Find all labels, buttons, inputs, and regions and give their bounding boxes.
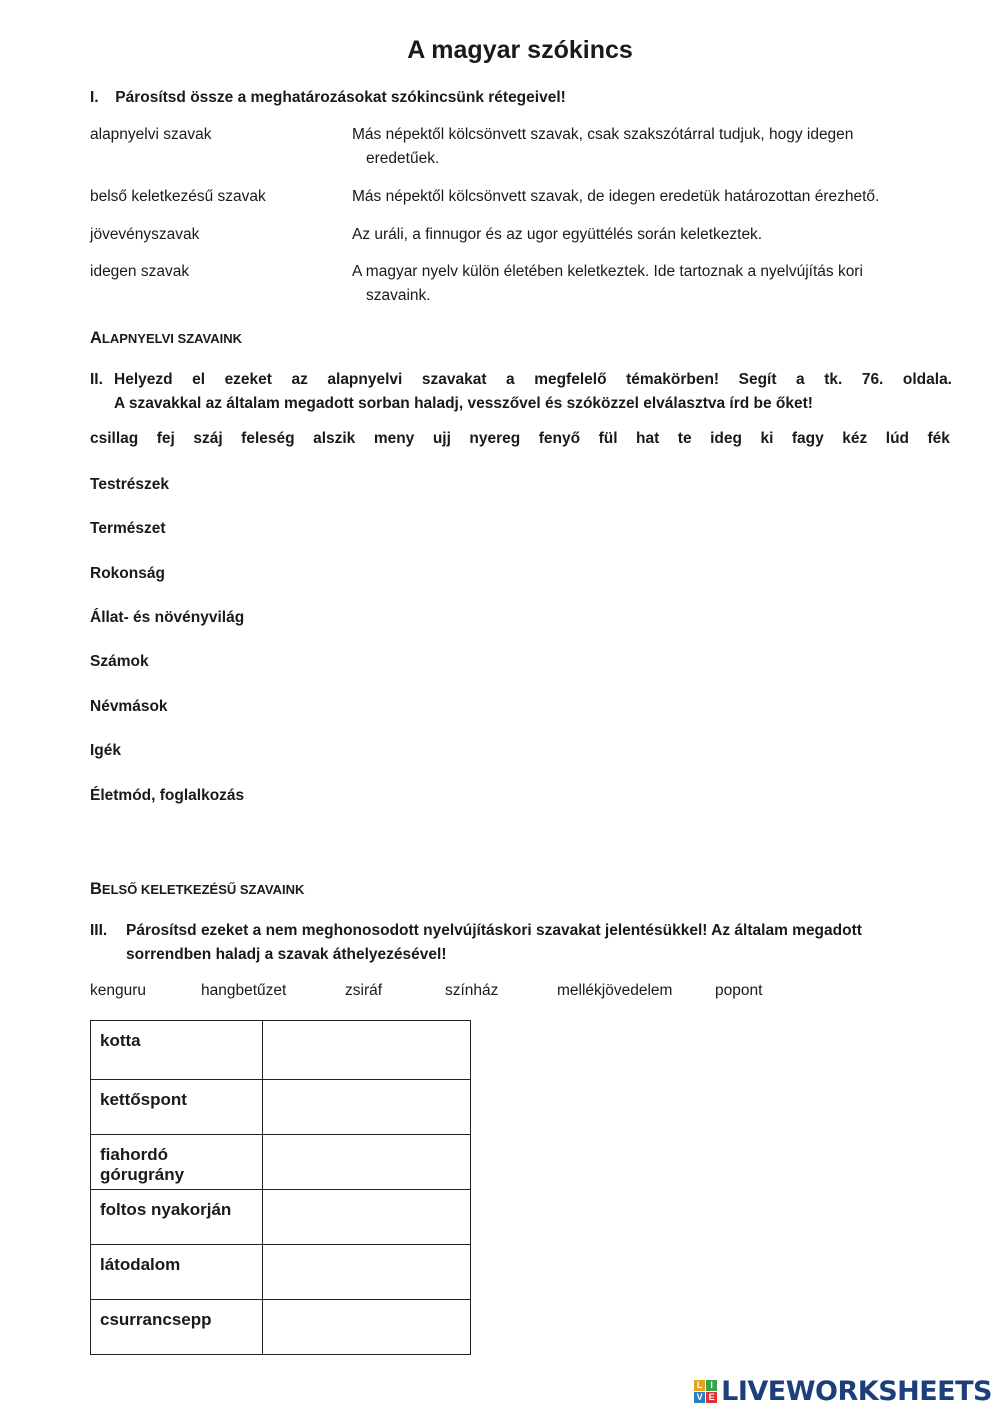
word-chip[interactable]: meny bbox=[373, 430, 415, 447]
category-label: Természet bbox=[90, 520, 166, 537]
page-title: A magyar szókincs bbox=[407, 36, 633, 64]
answer-cell[interactable] bbox=[263, 1021, 471, 1080]
word-bank bbox=[90, 430, 950, 448]
definition-line: Más népektől kölcsönvett szavak, csak szakszótárral tudjuk, hogy idegen bbox=[352, 126, 854, 143]
logo-letter: V bbox=[694, 1392, 705, 1403]
category-label: Igék bbox=[90, 742, 122, 759]
term-item[interactable]: belső keletkezésű szavak bbox=[90, 188, 266, 205]
drag-word[interactable]: kenguru bbox=[90, 982, 147, 999]
word-chip[interactable]: fagy bbox=[791, 430, 824, 447]
definition-line: Más népektől kölcsönvett szavak, de idegen eredetük határozottan érezhető. bbox=[352, 188, 880, 205]
word-chip[interactable]: ujj bbox=[432, 430, 451, 447]
table-row bbox=[91, 1135, 471, 1190]
word-chip[interactable]: lúd bbox=[885, 430, 910, 447]
word-chip[interactable]: csillag bbox=[90, 430, 139, 447]
category-label: Rokonság bbox=[90, 565, 165, 582]
word-chip[interactable]: fék bbox=[927, 430, 950, 447]
word-chip[interactable]: feleség bbox=[241, 430, 295, 447]
section-rest: LAPNYELVI SZAVAINK bbox=[101, 331, 243, 346]
word-chip[interactable]: fül bbox=[598, 430, 618, 447]
answer-cell[interactable] bbox=[263, 1300, 471, 1355]
term-item[interactable]: alapnyelvi szavak bbox=[90, 126, 212, 143]
drag-word[interactable]: mellékjövedelem bbox=[557, 982, 673, 999]
term-item[interactable]: jövevényszavak bbox=[90, 226, 200, 243]
definition-line: A magyar nyelv külön életében keletkeztek. Ide tartoznak a nyelvújítás kori bbox=[352, 263, 863, 280]
word-chip[interactable]: száj bbox=[193, 430, 223, 447]
drag-word[interactable]: popont bbox=[715, 982, 763, 999]
definition-line: szavaink. bbox=[366, 287, 431, 304]
liveworksheets-brand bbox=[694, 1376, 992, 1407]
word-chip[interactable]: nyereg bbox=[469, 430, 521, 447]
table-row bbox=[91, 1080, 471, 1135]
table-row bbox=[91, 1190, 471, 1245]
category-label: Névmások bbox=[90, 698, 168, 715]
word-chip[interactable]: alszik bbox=[313, 430, 356, 447]
task3-line1: Párosítsd ezeket a nem meghonosodott nyelvújításkori szavakat jelentésükkel! Az általam megadott bbox=[126, 922, 862, 939]
table-row bbox=[91, 1300, 471, 1355]
task1-number: I. bbox=[90, 89, 99, 106]
task2-line1: Helyezd el ezeket az alapnyelvi szavakat a megfelelő témakörben! Segít a tk. 76. oldala. bbox=[114, 371, 952, 388]
table-row bbox=[91, 1245, 471, 1300]
logo-letter: I bbox=[706, 1380, 717, 1391]
task3-instruction bbox=[90, 919, 960, 967]
task1-instruction: Párosítsd össze a meghatározásokat szókincsünk rétegeivel! bbox=[115, 89, 566, 106]
word-chip[interactable]: hat bbox=[636, 430, 660, 447]
word-chip[interactable]: fej bbox=[156, 430, 175, 447]
logo-letter: E bbox=[706, 1392, 717, 1403]
word-chip[interactable]: ki bbox=[760, 430, 774, 447]
answer-cell[interactable] bbox=[263, 1135, 471, 1190]
answer-cell[interactable] bbox=[263, 1080, 471, 1135]
definition-item[interactable] bbox=[352, 223, 952, 247]
row-label: látodalom bbox=[91, 1245, 263, 1300]
section-cap: B bbox=[90, 880, 102, 898]
section-cap: A bbox=[90, 329, 102, 347]
category-label: Testrészek bbox=[90, 476, 169, 493]
row-label: kettőspont bbox=[91, 1080, 263, 1135]
word-chip[interactable]: te bbox=[677, 430, 692, 447]
section-heading-belso bbox=[90, 880, 304, 899]
logo-letter: L bbox=[694, 1380, 705, 1391]
row-label: kotta bbox=[91, 1021, 263, 1080]
brand-name: LIVEWORKSHEETS bbox=[721, 1376, 992, 1407]
word-chip[interactable]: fenyő bbox=[538, 430, 581, 447]
definition-item[interactable] bbox=[352, 260, 952, 308]
liveworksheets-logo-icon bbox=[694, 1380, 717, 1403]
row-label: fiahordó górugrány bbox=[91, 1135, 263, 1190]
section-rest: ELSŐ KELETKEZÉSŰ SZAVAINK bbox=[101, 882, 305, 897]
category-label: Számok bbox=[90, 653, 149, 670]
section-heading-alapnyelvi bbox=[90, 329, 242, 348]
task3-line2: sorrendben haladj a szavak áthelyezésével! bbox=[126, 946, 447, 963]
word-chip[interactable]: ideg bbox=[710, 430, 742, 447]
term-item[interactable]: idegen szavak bbox=[90, 263, 190, 280]
definition-line: Az uráli, a finnugor és az ugor együttélés során keletkeztek. bbox=[352, 226, 763, 243]
task1-heading bbox=[90, 89, 566, 107]
task3-number: III. bbox=[90, 922, 108, 939]
row-label: csurrancsepp bbox=[91, 1300, 263, 1355]
table-row bbox=[91, 1021, 471, 1080]
matching-table bbox=[90, 1020, 471, 1355]
category-label: Állat- és növényvilág bbox=[90, 609, 245, 626]
drag-word[interactable]: hangbetűzet bbox=[201, 982, 287, 999]
task2-number: II. bbox=[90, 371, 103, 388]
answer-cell[interactable] bbox=[263, 1190, 471, 1245]
task2-line2: A szavakkal az általam megadott sorban haladj, vesszővel és szóközzel elválasztva írd be őket! bbox=[114, 395, 813, 412]
answer-cell[interactable] bbox=[263, 1245, 471, 1300]
definition-item[interactable] bbox=[352, 185, 952, 209]
word-chip[interactable]: kéz bbox=[842, 430, 868, 447]
task2-instruction bbox=[90, 368, 952, 416]
definition-line: eredetűek. bbox=[366, 150, 440, 167]
drag-word[interactable]: színház bbox=[445, 982, 499, 999]
definition-item[interactable] bbox=[352, 123, 952, 171]
category-label: Életmód, foglalkozás bbox=[90, 787, 245, 804]
drag-word[interactable]: zsiráf bbox=[345, 982, 383, 999]
row-label: foltos nyakorján bbox=[91, 1190, 263, 1245]
